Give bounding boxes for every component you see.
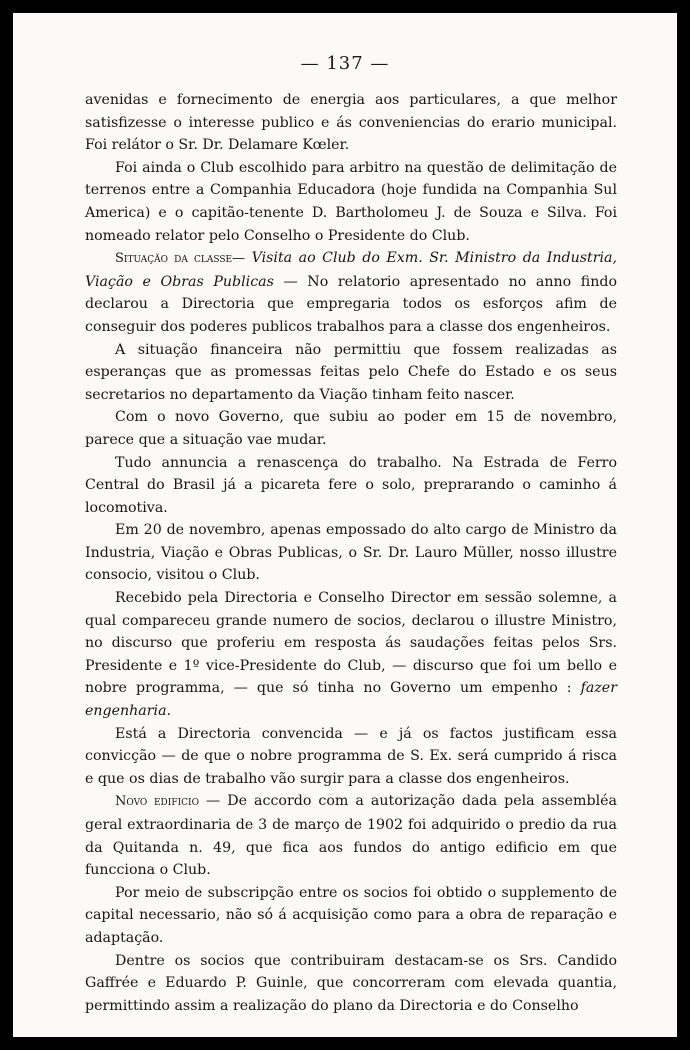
document-page <box>13 13 677 1037</box>
paragraph-8-tail: . <box>166 703 172 720</box>
section-subheading-visita: Visita ao Club do Exm. Sr. Ministro da Industria, Viação e Obras Publicas <box>85 250 617 290</box>
paragraph-3 <box>85 247 617 338</box>
body-text <box>85 89 617 1017</box>
paragraph-6: Tudo annuncia a renascença do trabalho. Na Estrada de Ferro Central do Brasil já a picareta fere o solo, preprarando o caminho á locomotiva. <box>85 454 617 516</box>
paragraph-9: Está a Directoria convencida — e já os factos justificam essa convicção — de que o nobre programma de S. Ex. será cumprido á risca e que os dias de trabalho vão surgir para a classe dos engenheiros. <box>85 725 617 787</box>
page-number: — 137 — <box>300 53 390 74</box>
paragraph-12: Dentre os socios que contribuiram destacam-se os Srs. Candido Gaffrée e Eduardo P. Guinle, que concorreram com elevada quantia, permittindo assim a realização do plano da Directoria e do Conselho <box>85 952 617 1014</box>
section-heading-novo-edificio: Novo edificio <box>115 794 199 810</box>
paragraph-5: Com o novo Governo, que subiu ao poder em 15 de novembro, parece que a situação vae mudar. <box>85 409 617 448</box>
paragraph-3-text: — No relatorio apresentado no anno findo declarou a Directoria que empregaria todos os esforços afim de conseguir dos poderes publicos trabalhos para a classe dos engenheiros. <box>85 273 617 335</box>
paragraph-8-text: Recebido pela Directoria e Conselho Director em sessão solemne, a qual compareceu grande numero de socios, declarou o illustre Ministro, no discurso que proferiu em resposta ás saudações feitas pelos Srs. Presidente e 1º vice-Presidente do Club, — discurso que foi um bello e nobre programma, — que só tinha no Governo um empenho : <box>85 590 617 697</box>
paragraph-2: Foi ainda o Club escolhido para arbitro na questão de delimitação de terrenos entre a Companhia Educadora (hoje fundida na Companhia Sul America) e o capitão-tenente D. Bartholomeu J. de Souza e Silva. Foi nomeado relator pelo Conselho o Presidente do Club. <box>85 159 617 244</box>
paragraph-10 <box>85 790 617 881</box>
section-heading-situacao: Situação da classe— <box>115 251 246 267</box>
paragraph-8 <box>85 587 617 723</box>
paragraph-8-italic: fazer engenharia <box>85 680 617 720</box>
paragraph-11: Por meio de subscripção entre os socios foi obtido o supplemento de capital necessario, não só á acquisição como para a obra de reparação e adaptação. <box>85 884 617 946</box>
paragraph-1: avenidas e fornecimento de energia aos particulares, a que melhor satisfizesse o interesse publico e ás conveniencias do erario municipal. Foi relátor o Sr. Dr. Delamare Kœler. <box>85 92 617 154</box>
paragraph-10-text: — De accordo com a autorização dada pela assembléa geral extraordinaria de 3 de março de 1902 foi adquirido o predio da rua da Quitanda n. 49, que fica aos fundos do antigo edificio em que funcciona o Club. <box>85 793 617 879</box>
paragraph-4: A situação financeira não permittiu que fossem realizadas as esperanças que as promessas feitas pelo Chefe do Estado e os seus secretarios no departamento da Viação tinham feito nascer. <box>85 341 617 403</box>
paragraph-7: Em 20 de novembro, apenas empossado do alto cargo de Ministro da Industria, Viação e Obras Publicas, o Sr. Dr. Lauro Müller, nosso illustre consocio, visitou o Club. <box>85 522 617 584</box>
